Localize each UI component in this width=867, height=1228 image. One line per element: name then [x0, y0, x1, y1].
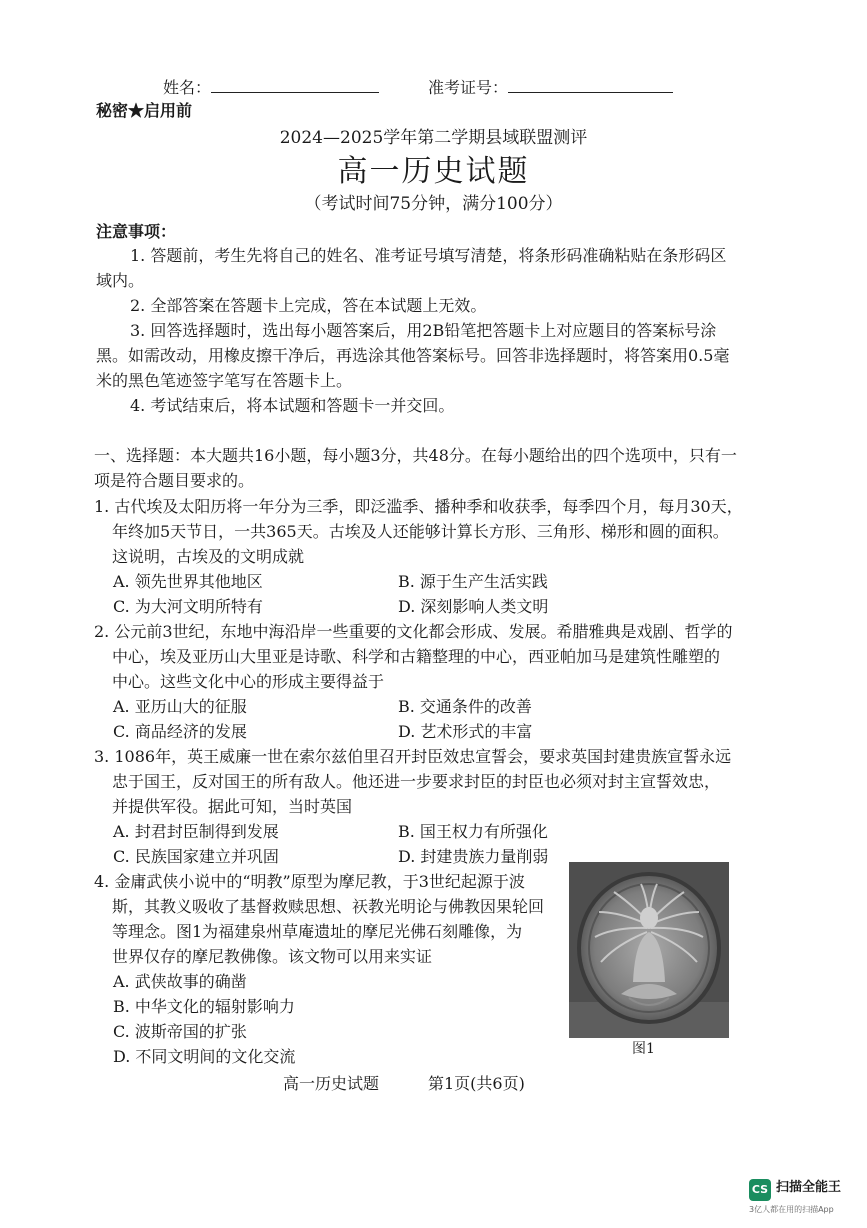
figure-mani-relief — [569, 862, 729, 1038]
scanner-app-name: 扫描全能王 — [776, 1180, 842, 1195]
secret-mark: 秘密★启用前 — [96, 101, 193, 120]
option-a: A. 亚历山大的征服 — [113, 697, 247, 716]
question-text: 忠于国王，反对国王的所有敌人。他还进一步要求封臣的封臣也必须对封主宣誓效忠， — [112, 772, 721, 791]
exam-id-field — [428, 76, 673, 98]
question-text: 2. 公元前3世纪，东地中海沿岸一些重要的文化都会形成、发展。希腊雅典是戏剧、哲学的 — [94, 622, 733, 641]
page-title: 高一历史试题 — [337, 154, 530, 189]
title-line1: 2024—2025学年第二学期县域联盟测评 — [279, 128, 588, 148]
option-b: B. 交通条件的改善 — [398, 697, 532, 716]
option-c: C. 商品经济的发展 — [113, 722, 247, 741]
notice-heading: 注意事项： — [96, 222, 177, 241]
question-text: 4. 金庸武侠小说中的“明教”原型为摩尼教，于3世纪起源于波 — [94, 872, 525, 891]
notice-line: 黑。如需改动，用橡皮擦干净后，再选涂其他答案标号。回答非选择题时，将答案用0.5毫 — [96, 346, 730, 365]
option-a: A. 领先世界其他地区 — [113, 572, 263, 591]
question-text: 中心，埃及亚历山大里亚是诗歌、科学和古籍整理的中心，西亚帕加马是建筑性雕塑的 — [112, 647, 721, 666]
option-b: B. 中华文化的辐射影响力 — [113, 997, 295, 1016]
option-c: C. 波斯帝国的扩张 — [113, 1022, 247, 1041]
question-text: 等理念。图1为福建泉州草庵遗址的摩尼光佛石刻雕像，为 — [112, 922, 523, 941]
footer-page: 第1页(共6页) — [428, 1074, 525, 1093]
option-d: D. 封建贵族力量削弱 — [398, 847, 549, 866]
option-c: C. 为大河文明所特有 — [113, 597, 263, 616]
section-heading-cont: 项是符合题目要求的。 — [94, 471, 255, 490]
option-b: B. 国王权力有所强化 — [398, 822, 548, 841]
question-text: 这说明，古埃及的文明成就 — [112, 547, 305, 566]
exam-id-blank — [508, 76, 673, 93]
option-d: D. 艺术形式的丰富 — [398, 722, 533, 741]
option-d: D. 深刻影响人类文明 — [398, 597, 549, 616]
option-c: C. 民族国家建立并巩固 — [113, 847, 279, 866]
name-field — [163, 76, 379, 98]
question-text: 中心。这些文化中心的形成主要得益于 — [112, 672, 385, 691]
scanner-logo-icon: CS — [749, 1179, 771, 1201]
figure-caption: 图1 — [632, 1041, 655, 1057]
question-text: 1. 古代埃及太阳历将一年分为三季，即泛滥季、播种季和收获季，每季四个月，每月30天， — [94, 497, 743, 516]
option-d: D. 不同文明间的文化交流 — [113, 1047, 296, 1066]
exam-id-label: 准考证号： — [428, 78, 509, 97]
notice-line: 4. 考试结束后，将本试题和答题卡一并交回。 — [130, 396, 455, 415]
option-a: A. 武侠故事的确凿 — [113, 972, 247, 991]
notice-line: 1. 答题前，考生先将自己的姓名、准考证号填写清楚，将条形码准确粘贴在条形码区 — [130, 246, 727, 265]
notice-line: 米的黑色笔迹签字笔写在答题卡上。 — [96, 371, 353, 390]
name-label: 姓名： — [163, 78, 212, 97]
mani-relief-image — [569, 862, 729, 1038]
question-text: 3. 1086年，英王威廉一世在索尔兹伯里召开封臣效忠宣誓会，要求英国封建贵族宣誓永远 — [94, 747, 732, 766]
question-text: 年终加5天节日，一共365天。古埃及人还能够计算长方形、三角形、梯形和圆的面积。 — [112, 522, 729, 541]
notice-line: 3. 回答选择题时，选出每小题答案后，用2B铅笔把答题卡上对应题目的答案标号涂 — [130, 321, 717, 340]
section-heading: 一、选择题：本大题共16小题，每小题3分，共48分。在每小题给出的四个选项中，只有一 — [94, 446, 737, 465]
title-sub: （考试时间75分钟，满分100分） — [304, 194, 563, 214]
name-blank — [211, 76, 379, 93]
question-text: 并提供军役。据此可知，当时英国 — [112, 797, 353, 816]
notice-line: 2. 全部答案在答题卡上完成，答在本试题上无效。 — [130, 296, 487, 315]
option-b: B. 源于生产生活实践 — [398, 572, 548, 591]
question-text: 斯，其教义吸收了基督救赎思想、祆教光明论与佛教因果轮回 — [112, 897, 545, 916]
footer-subject: 高一历史试题 — [283, 1074, 380, 1093]
question-text: 世界仅存的摩尼教佛像。该文物可以用来实证 — [112, 947, 433, 966]
notice-line: 域内。 — [96, 271, 145, 290]
scanner-tagline: 3亿人都在用的扫描App — [749, 1205, 834, 1214]
option-a: A. 封君封臣制得到发展 — [113, 822, 279, 841]
